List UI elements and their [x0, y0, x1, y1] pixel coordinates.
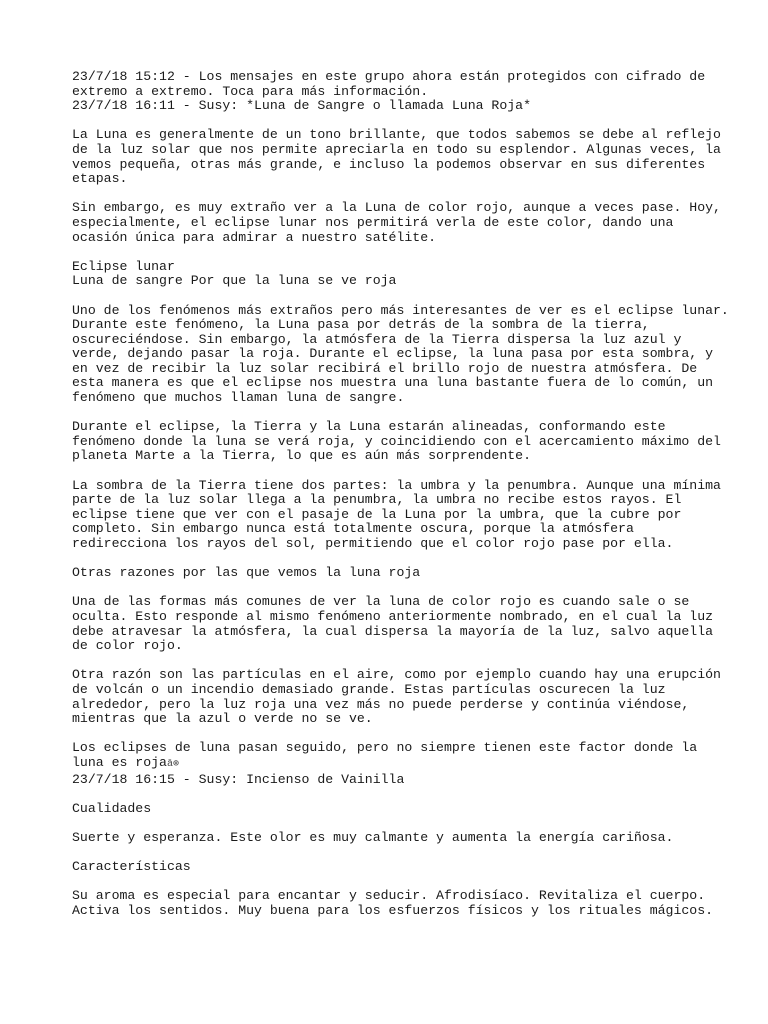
message-line: 23/7/18 15:12 - Los mensajes en este grupo ahora están protegidos con cifrado de — [72, 69, 706, 84]
text-line: La Luna es generalmente de un tono brillante, que todos sabemos se debe al reflejo — [72, 127, 721, 143]
paragraph-gap — [72, 654, 712, 669]
text-line-with-emoji — [72, 756, 712, 773]
intro-paragraph — [72, 127, 721, 187]
text-line: Sin embargo, es muy extraño ver a la Luna de color rojo, aunque a veces pase. Hoy, — [72, 200, 721, 216]
eclipse-heading — [72, 260, 712, 289]
other-reasons-heading — [72, 566, 712, 581]
horizon-paragraph — [72, 595, 712, 653]
paragraph-gap — [72, 289, 712, 304]
text-line: de volcán o un incendio demasiado grande. Estas partículas oscurecen la luz — [72, 681, 666, 697]
text-line: redirecciona los rayos del sol, permitiendo que el color rojo pase por ella. — [72, 536, 674, 551]
message-line: 23/7/18 16:11 - Susy: *Luna de Sangre o llamada Luna Roja* — [72, 98, 531, 114]
heading-line: Otras razones por las que vemos la luna roja — [72, 565, 421, 581]
text-line: planeta Marte a la Tierra, lo que es aún más sorprendente. — [72, 448, 531, 464]
paragraph-gap — [72, 727, 712, 742]
text-line: de color rojo. — [72, 638, 183, 654]
message-line: 23/7/18 16:15 - Susy: Incienso de Vainilla — [72, 771, 405, 787]
text-line: esta manera es que el eclipse nos muestra una luna bastante fuera de lo común, un — [72, 375, 714, 391]
text-fragment: luna es roja — [72, 754, 167, 770]
heading-line: Luna de sangre Por que la luna se ve roja — [72, 273, 397, 289]
text-line: debe atravesar la atmósfera, la cual dispersa la mayoría de la luz, salvo aquella — [72, 623, 714, 639]
text-line: oculta. Esto responde al mismo fenómeno anteriormente nombrado, en el cual la luz — [72, 608, 714, 624]
text-line: Durante el eclipse, la Tierra y la Luna estarán alineadas, conformando este — [72, 419, 666, 435]
phenomenon-paragraph — [72, 302, 729, 406]
text-line: en vez de recibir la luz solar recibirá el brillo rojo de nuestra atmósfera. De — [72, 360, 698, 376]
text-line: Una de las formas más comunes de ver la luna de color rojo es cuando sale o se — [72, 594, 690, 610]
text-line: eclipse tiene que ver con el pasaje de la Luna por la umbra, que la cubre por — [72, 506, 682, 522]
heading-line: Características — [72, 859, 191, 875]
emoji-icon: ā⊚ — [166, 758, 179, 770]
shadow-paragraph — [72, 477, 721, 552]
text-line: verde, dejando pasar la roja. Durante el eclipse, la luna pasa por esta sombra, y — [72, 346, 714, 362]
text-line: ocasión única para admirar a nuestro satélite. — [72, 229, 437, 245]
text-line: parte de la luz solar llega a la penumbra, la umbra no recibe estos rayos. El — [72, 492, 682, 508]
heading-line: Cualidades — [72, 800, 152, 816]
particles-paragraph — [72, 667, 721, 727]
paragraph-gap — [72, 816, 712, 831]
text-line: Durante este fenómeno, la Luna pasa por detrás de la sombra de la tierra, — [72, 317, 650, 333]
alignment-paragraph — [72, 419, 721, 464]
text-line: especialmente, el eclipse lunar nos permitirá verla de este color, dando una — [72, 214, 674, 230]
text-line: completo. Sin embargo nunca está totalmente oscura, porque la atmósfera — [72, 521, 634, 537]
paragraph-gap — [72, 581, 712, 596]
text-line: etapas. — [72, 171, 128, 187]
text-line: mientras que la azul o verde no se ve. — [72, 711, 373, 727]
text-line: Otra razón son las partículas en el aire, como por ejemplo cuando hay una erupción — [72, 667, 721, 683]
heading-line: Eclipse lunar — [72, 258, 175, 274]
text-line: de la luz solar que nos permite apreciarla en todo su esplendor. Algunas veces, la — [72, 141, 721, 157]
closing-paragraph — [72, 741, 712, 787]
text-line: Activa los sentidos. Muy buena para los esfuerzos físicos y los rituales mágicos. — [72, 902, 714, 918]
paragraph-gap — [72, 875, 712, 890]
paragraph-gap — [72, 787, 712, 802]
paragraph-gap — [72, 187, 712, 202]
qualities-heading — [72, 802, 712, 817]
paragraph-gap — [72, 845, 712, 860]
text-line: fenómeno donde la luna se verá roja, y coincidiendo con el acercamiento máximo del — [72, 433, 721, 449]
text-line: Su aroma es especial para encantar y seducir. Afrodisíaco. Revitaliza el cuerpo. — [72, 888, 706, 904]
message-1 — [72, 70, 712, 114]
document-page — [72, 69, 729, 918]
text-line: oscureciéndose. Sin embargo, la atmósfera de la Tierra dispersa la luz azul y — [72, 331, 682, 347]
text-line: Suerte y esperanza. Este olor es muy calmante y aumenta la energía cariñosa. — [72, 829, 674, 845]
text-line: Los eclipses de luna pasan seguido, pero no siempre tienen este factor donde la — [72, 740, 698, 756]
characteristics-heading — [72, 860, 712, 875]
paragraph-gap — [72, 245, 712, 260]
message-line: extremo a extremo. Toca para más información. — [72, 83, 429, 99]
paragraph-gap — [72, 464, 712, 479]
paragraph-gap — [72, 406, 712, 421]
text-line: La sombra de la Tierra tiene dos partes: la umbra y la penumbra. Aunque una mínima — [72, 477, 721, 493]
paragraph-gap — [72, 552, 712, 567]
text-line: Uno de los fenómenos más extraños pero más interesantes de ver es el eclipse lunar. — [72, 302, 729, 318]
red-moon-paragraph — [72, 200, 721, 245]
text-line: fenómeno que muchos llaman luna de sangre. — [72, 390, 405, 406]
text-line: alrededor, pero la luz roja una vez más no puede perderse y continúa viéndose, — [72, 696, 690, 712]
paragraph-gap — [72, 114, 712, 129]
characteristics-paragraph — [72, 889, 712, 918]
text-line: vemos pequeña, otras más grande, e incluso la podemos observar en sus diferentes — [72, 156, 706, 172]
qualities-paragraph — [72, 831, 712, 846]
